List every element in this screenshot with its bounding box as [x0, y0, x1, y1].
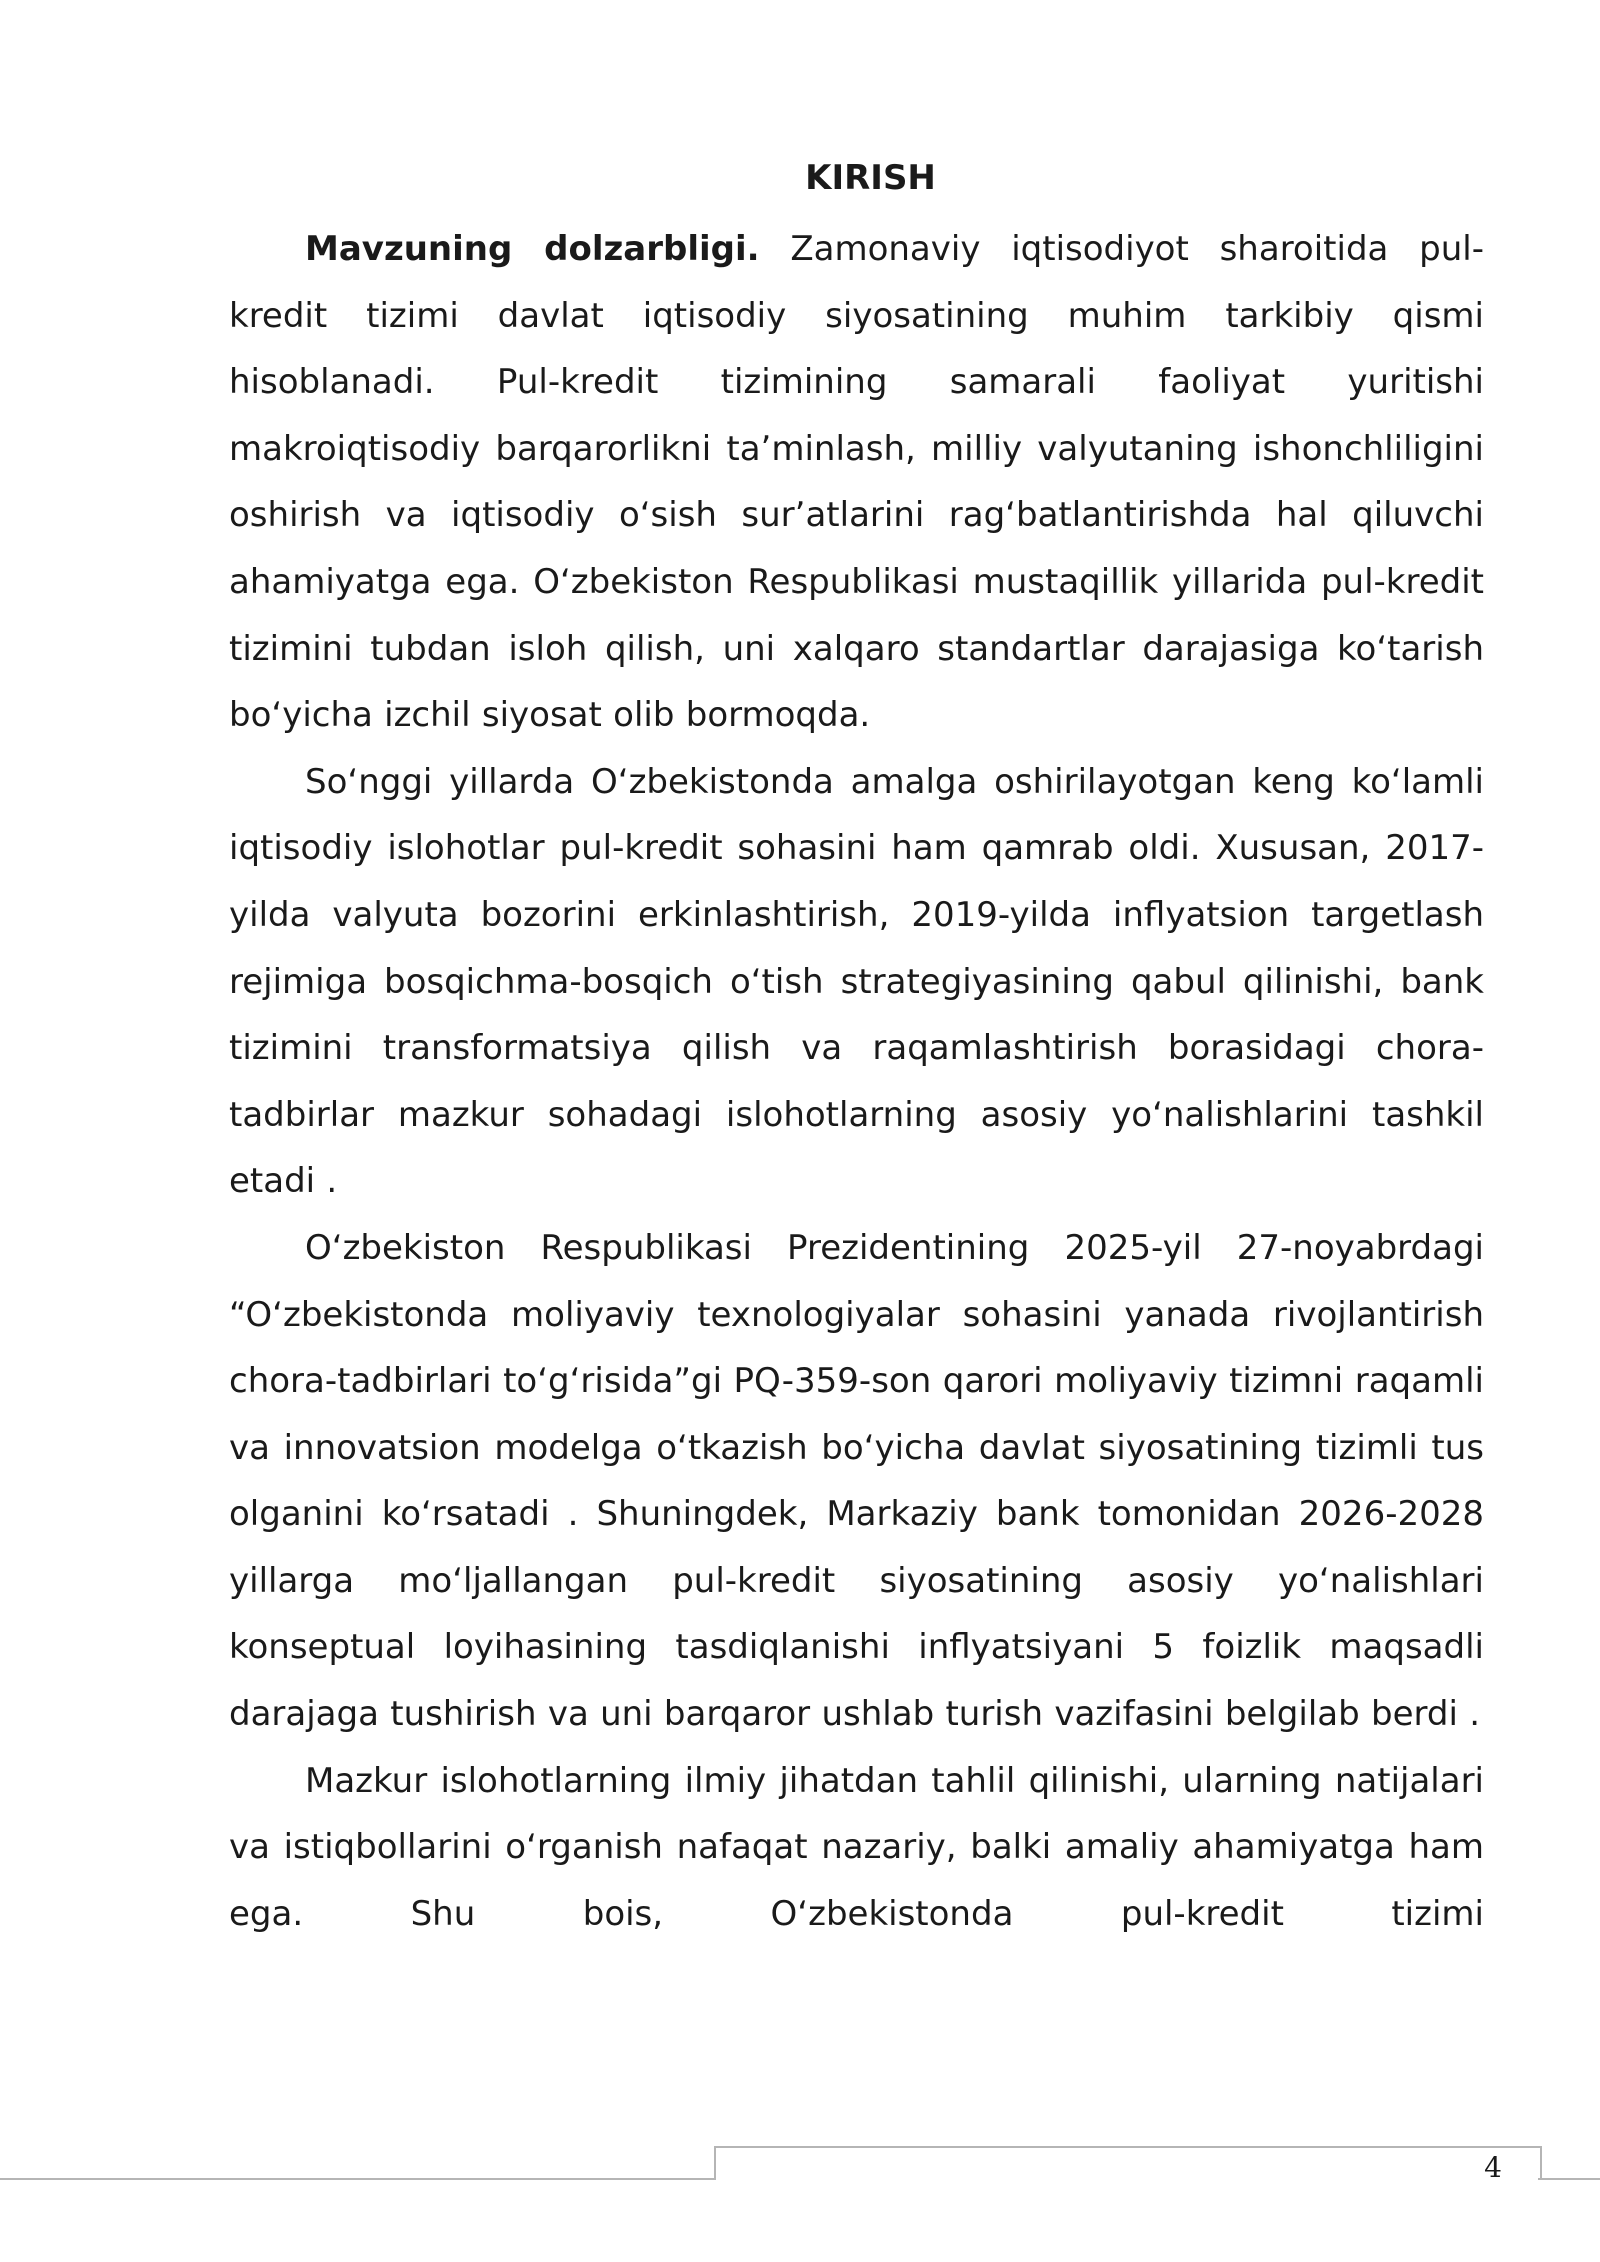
paragraph-analysis: [229, 1748, 1484, 1948]
page-number: 4: [1484, 2151, 1502, 2184]
paragraph-reforms: [229, 749, 1484, 1215]
paragraph-text: Oʻzbekiston Respublikasi Prezidentining 2025-yil 27-noyabrdagi “Oʻzbekistonda moliyaviy texnologiyalar sohasini yanada rivojlantirish chora-tadbirlari toʻgʻrisida”gi PQ-359-son qarori moliyaviy tizimni raqamli va innovatsion modelga oʻtkazish boʻyicha davlat siyosatining tizimli tus olganini koʻrsatadi . Shuningdek, Markaziy bank tomonidan 2026-2028 yillarga moʻljallangan pul-kredit siyosatining asosiy yoʻnalishlari konseptual loyihasining tasdiqlanishi inflyatsiyani 5 foizlik maqsadli darajaga tushirish va uni barqaror ushlab turish vazifasini belgilab berdi .: [229, 1227, 1484, 1735]
footer-page-box: [714, 2146, 1542, 2180]
footer-rule-right: [1538, 2178, 1600, 2180]
page-content: [229, 150, 1484, 1947]
paragraph-lead: Mavzuning dolzarbligi.: [305, 229, 760, 269]
paragraph-text: Soʻnggi yillarda Oʻzbekistonda amalga oshirilayotgan keng koʻlamli iqtisodiy islohotlar pul-kredit sohasini ham qamrab oldi. Xususan, 2017-yilda valyuta bozorini erkinlashtirish, 2019-yilda inflyatsion targetlash rejimiga bosqichma-bosqich oʻtish strategiyasining qabul qilinishi, bank tizimini transformatsiya qilish va raqamlashtirish borasidagi chora-tadbirlar mazkur sohadagi islohotlarning asosiy yoʻnalishlarini tashkil etadi .: [229, 761, 1484, 1202]
section-heading: KIRISH: [805, 158, 936, 198]
paragraph-decree: [229, 1215, 1484, 1748]
footer-rule-left: [0, 2178, 716, 2180]
paragraph-relevance: [229, 216, 1484, 749]
paragraph-text: Mazkur islohotlarning ilmiy jihatdan tahlil qilinishi, ularning natijalari va istiqbollarini oʻrganish nafaqat nazariy, balki amaliy ahamiyatga ham ega. Shu bois, Oʻzbekistonda pul-kredit tizimi: [229, 1760, 1484, 1934]
paragraph-text: Zamonaviy iqtisodiyot sharoitida pul-kredit tizimi davlat iqtisodiy siyosatining muhim tarkibiy qismi hisoblanadi. Pul-kredit tizimining samarali faoliyat yuritishi makroiqtisodiy barqarorlikni ta’minlash, milliy valyutaning ishonchliligini oshirish va iqtisodiy oʻsish sur’atlarini ragʻbatlantirishda hal qiluvchi ahamiyatga ega. Oʻzbekiston Respublikasi mustaqillik yillarida pul-kredit tizimini tubdan isloh qilish, uni xalqaro standartlar darajasiga koʻtarish boʻyicha izchil siyosat olib bormoqda.: [229, 229, 1484, 736]
